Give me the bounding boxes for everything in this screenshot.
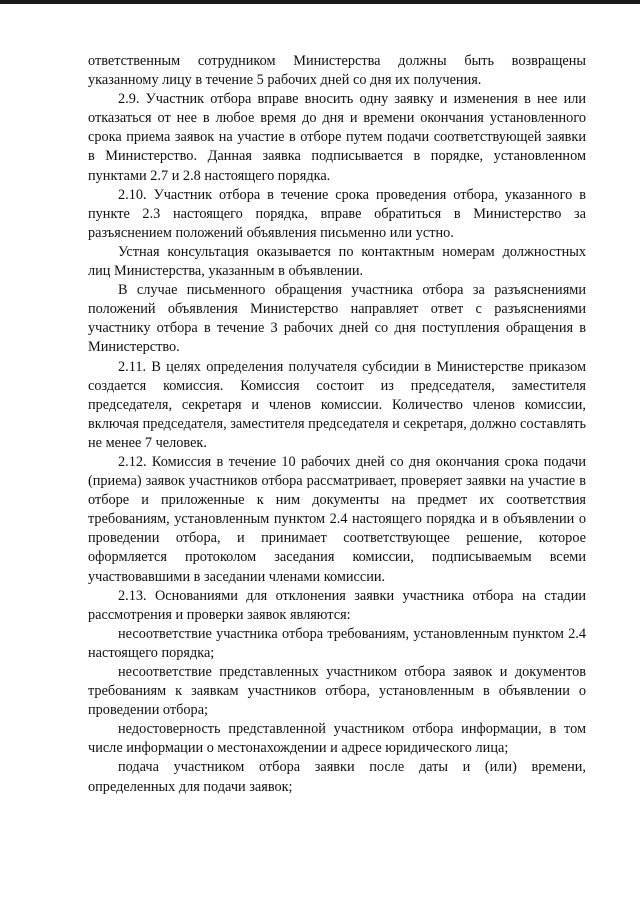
paragraph-2-12: 2.12. Комиссия в течение 10 рабочих дней со дня окончания срока подачи (приема) заявок участников отбора рассматривает, проверяет заявки на участие в отборе и приложенные к ним документы на предмет их соответствия требованиям, установленным пунктом 2.4 настоящего порядка и в объявлении о проведении отбора, и принимает соответствующее решение, которое оформляется протоколом заседания комиссии, подписываемым всеми участвовавшими в заседании членами комиссии. [88,453,586,585]
rejection-ground-item: подача участником отбора заявки после даты и (или) времени, определенных для подачи заявок; [88,759,586,795]
page-top-border [0,0,640,4]
paragraph-2-10: 2.10. Участник отбора в течение срока проведения отбора, указанного в пункте 2.3 настоящего порядка, вправе обратиться в Министерство за разъяснением положений объявления письменно или устно. [88,186,586,241]
paragraph-continuation: ответственным сотрудником Министерства должны быть возвращены указанному лицу в течение 5 рабочих дней со дня их получения. [88,53,586,89]
paragraph-2-13: 2.13. Основаниями для отклонения заявки участника отбора на стадии рассмотрения и проверки заявок являются: [88,587,586,623]
rejection-ground-item: несоответствие участника отбора требованиям, установленным пунктом 2.4 настоящего порядка; [88,625,586,661]
paragraph-2-9: 2.9. Участник отбора вправе вносить одну заявку и изменения в нее или отказаться от нее в любое время до дня и времени окончания установленного срока приема заявок на участие в отборе путем подачи соответствующей заявки в Министерство. Данная заявка подписывается в порядке, установленном пунктами 2.7 и 2.8 настоящего порядка. [88,91,586,184]
rejection-ground-item: недостоверность представленной участником отбора информации, в том числе информации о местонахождении и адресе юридического лица; [88,721,586,757]
paragraph-written-request: В случае письменного обращения участника отбора за разъяснениями положений объявления Министерство направляет ответ с разъяснениями участнику отбора в течение 3 рабочих дней со дня поступления обращения в Министерство. [88,282,586,356]
paragraph-2-11: 2.11. В целях определения получателя субсидии в Министерстве приказом создается комиссия. Комиссия состоит из председателя, заместителя председателя, секретаря и членов комиссии. Количество членов комиссии, включая председателя, заместителя председателя и секретаря, должно составлять не менее 7 человек. [88,358,586,451]
paragraph-oral-consultation: Устная консультация оказывается по контактным номерам должностных лиц Министерства, указанным в объявлении. [88,243,586,280]
document-page [88,52,586,797]
rejection-ground-item: несоответствие представленных участником отбора заявок и документов требованиям к заявкам участников отбора, установленным в объявлении о проведении отбора; [88,664,586,719]
